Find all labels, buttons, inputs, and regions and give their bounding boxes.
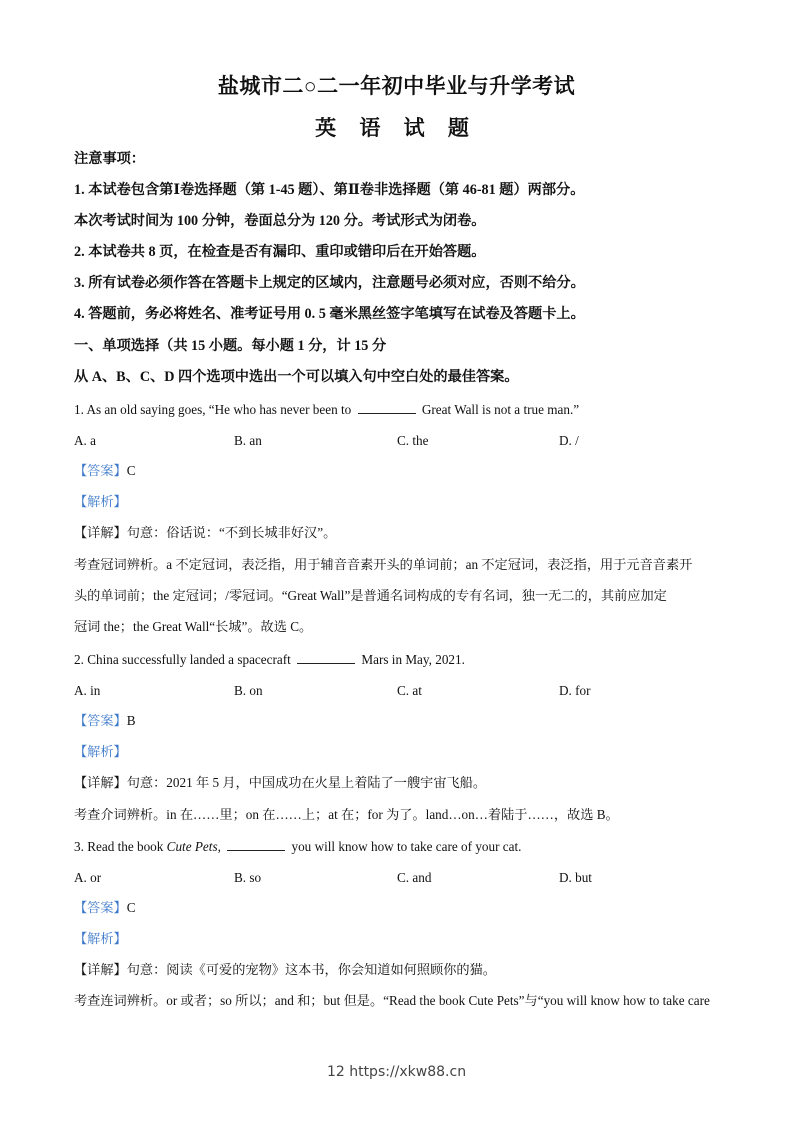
question-3-option-b: B. so: [234, 870, 262, 885]
answer-label: 【答案】: [74, 900, 127, 915]
question-2-option-c: C. at: [397, 683, 422, 698]
question-2-stem: [74, 651, 465, 669]
question-3-answer: [74, 899, 136, 917]
question-1-option-b: B. an: [234, 433, 262, 448]
question-3-detail-text: 句意：阅读《可爱的宠物》这本书，你会知道如何照顾你的猫。: [126, 962, 496, 977]
question-2-explanation-1: 考查介词辨析。in 在……里；on 在……上；at 在；for 为了。land…on…着陆于……，故选 B。: [74, 807, 619, 822]
question-2-analysis-label: 【解析】: [74, 744, 127, 759]
question-1-explanation-3: 冠词 the；the Great Wall“长城”。故选 C。: [74, 619, 313, 634]
question-2-detail-text: 句意：2021 年 5 月，中国成功在火星上着陆了一艘宇宙飞船。: [126, 775, 487, 790]
notes-heading: 注意事项：: [74, 151, 145, 167]
page-footer: 12 https://xkw88.cn: [326, 1064, 467, 1080]
question-2-detail: [74, 774, 486, 792]
question-2-option-d: D. for: [559, 683, 591, 698]
question-3-blank: [227, 838, 285, 851]
exam-title: 盐城市二○二一年初中毕业与升学考试: [217, 74, 576, 98]
section-heading: 一、单项选择（共 15 小题。每小题 1 分，计 15 分: [74, 338, 387, 354]
question-3-option-a: A. or: [74, 870, 102, 885]
notes-item-2: 2. 本试卷共 8 页，在检查是否有漏印、重印或错印后在开始答题。: [74, 244, 486, 260]
question-1-explanation-2: 头的单词前；the 定冠词；/零冠词。“Great Wall”是普通名词构成的专有名词，独一无二的，其前应加定: [74, 588, 667, 603]
question-3-option-c: C. and: [397, 870, 432, 885]
notes-item-1-cont: 本次考试时间为 100 分钟，卷面总分为 120 分。考试形式为闭卷。: [74, 213, 486, 229]
notes-item-3: 3. 所有试卷必须作答在答题卡上规定的区域内，注意题号必须对应，否则不给分。: [74, 275, 585, 291]
question-3-stem-mid: ,: [217, 839, 221, 854]
detail-label: 【详解】: [74, 775, 127, 790]
section-instruction: 从 A、B、C、D 四个选项中选出一个可以填入句中空白处的最佳答案。: [74, 369, 519, 385]
question-1-answer-value: C: [126, 463, 136, 478]
question-1-stem-before: 1. As an old saying goes, “He who has never been to: [74, 402, 352, 417]
exam-subtitle: 英 语 试 题: [315, 116, 478, 140]
question-2-stem-before: 2. China successfully landed a spacecraft: [74, 652, 291, 667]
answer-label: 【答案】: [74, 713, 127, 728]
question-1-detail: [74, 524, 336, 542]
question-1-stem-after: Great Wall is not a true man.”: [421, 402, 580, 417]
question-3-answer-value: C: [126, 900, 136, 915]
question-2-answer: [74, 712, 136, 730]
question-1-explanation-1: 考查冠词辨析。a 不定冠词，表泛指，用于辅音音素开头的单词前；an 不定冠词，表泛指，用于元音音素开: [74, 557, 693, 572]
question-1-stem: [74, 401, 579, 419]
question-3-stem: [74, 838, 521, 856]
question-2-stem-after: Mars in May, 2021.: [361, 652, 465, 667]
question-2-blank: [297, 651, 355, 664]
detail-label: 【详解】: [74, 962, 127, 977]
question-2-option-a: A. in: [74, 683, 101, 698]
question-1-detail-text: 句意：俗话说：“不到长城非好汉”。: [126, 525, 337, 540]
question-3-explanation-1: 考查连词辨析。or 或者；so 所以；and 和；but 但是。“Read the book Cute Pets”与“you will know how to take care: [74, 993, 710, 1008]
question-1-option-a: A. a: [74, 433, 96, 448]
question-3-stem-after: you will know how to take care of your cat.: [291, 839, 522, 854]
question-3-book-title: Cute Pets: [166, 839, 218, 854]
question-3-detail: [74, 961, 496, 979]
question-3-option-d: D. but: [559, 870, 592, 885]
question-1-option-c: C. the: [397, 433, 429, 448]
detail-label: 【详解】: [74, 525, 127, 540]
answer-label: 【答案】: [74, 463, 127, 478]
notes-item-4: 4. 答题前，务必将姓名、准考证号用 0. 5 毫米黑丝签字笔填写在试卷及答题卡上。: [74, 306, 585, 322]
question-2-answer-value: B: [126, 713, 136, 728]
question-2-option-b: B. on: [234, 683, 263, 698]
question-3-analysis-label: 【解析】: [74, 931, 127, 946]
notes-item-1: 1. 本试卷包含第Ⅰ卷选择题（第 1-45 题）、第Ⅱ卷非选择题（第 46-81 题）两部分。: [74, 182, 585, 198]
question-1-blank: [358, 401, 416, 414]
question-3-stem-before: 3. Read the book: [74, 839, 167, 854]
question-1-answer: [74, 462, 136, 480]
question-1-analysis-label: 【解析】: [74, 494, 127, 509]
question-1-option-d: D. /: [559, 433, 579, 448]
